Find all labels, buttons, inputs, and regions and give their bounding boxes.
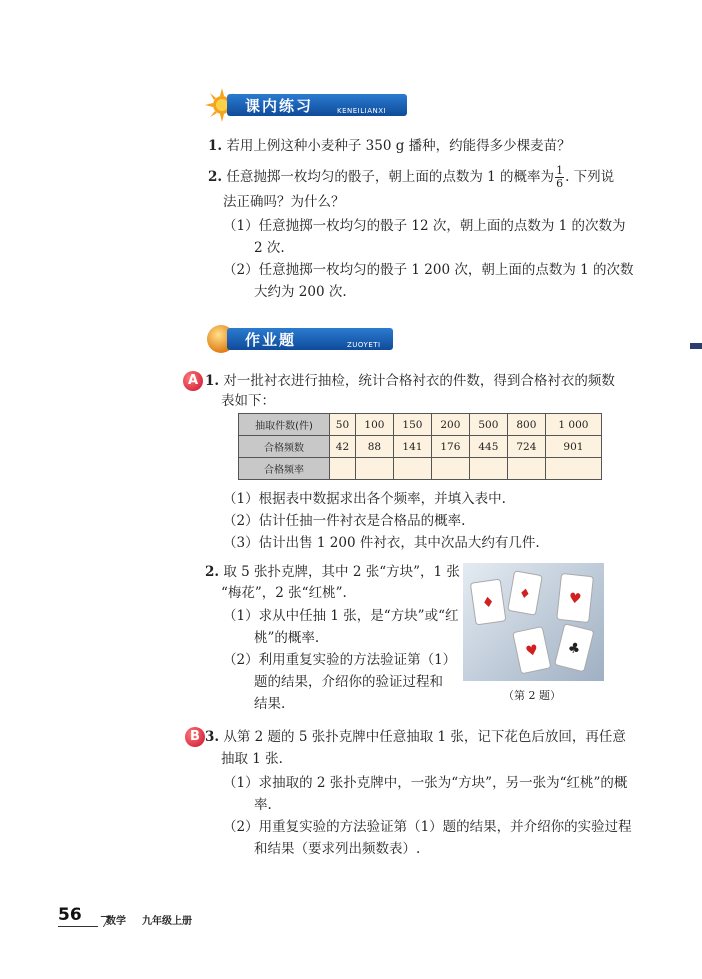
footer-rule [58,926,98,927]
q-number: 1. [205,373,220,389]
table-row [239,458,602,480]
frequency-table [238,413,602,480]
practice-q2-line2: 法正确吗？为什么？ [223,194,345,210]
table-header-cell: 合格频数 [239,436,330,458]
practice-q1 [208,136,571,156]
q-text: . 下列说 [565,169,615,185]
page-edge-marker [690,343,702,349]
practice-q2-sub1-cont: 2 次. [254,240,285,256]
practice-q2-sub2: （2）任意抛掷一枚均匀的骰子 1 200 次，朝上面的点数为 1 的次数 [223,262,634,278]
homework-q3-line2: 抽取 1 张. [221,751,283,767]
table-cell: 901 [545,436,601,458]
table-header-cell: 合格频率 [239,458,330,480]
homework-q1-sub2: （2）估计任抽一件衬衣是合格品的概率. [223,513,466,529]
homework-q2-sub2: （2）利用重复实验的方法验证第（1） [223,652,457,668]
table-cell: 141 [393,436,431,458]
svg-text:♥: ♥ [567,590,583,608]
table-cell: 800 [507,414,545,436]
level-a-badge: A [183,371,203,391]
svg-text:♣: ♣ [565,639,583,659]
homework-q2-line2: “梅花”，2 张“红桃”. [221,585,347,601]
homework-q1 [205,371,615,391]
q-text: 任意抛掷一枚均匀的骰子，朝上面的点数为 1 的概率为 [226,169,555,185]
homework-q2-sub2-cont: 题的结果，介绍你的验证过程和 [254,674,443,690]
section-subtitle-practice: KENEILIANXI [337,107,387,115]
fraction [555,165,564,190]
playing-cards-photo [463,563,604,681]
table-cell-empty [469,458,507,480]
section-banner-homework [205,326,395,352]
table-cell: 176 [431,436,469,458]
q-number: 2. [208,169,223,185]
table-cell-empty [431,458,469,480]
homework-q2 [205,562,460,582]
table-cell-empty [507,458,545,480]
fraction-numerator: 1 [556,164,564,177]
page-number: 56 [58,905,82,925]
homework-q3-sub2: （2）用重复实验的方法验证第（1）题的结果，并介绍你的实验过程 [223,819,632,835]
table-cell: 150 [393,414,431,436]
table-cell: 500 [469,414,507,436]
table-cell-empty [393,458,431,480]
q-text: 若用上例这种小麦种子 350 g 播种，约能得多少棵麦苗？ [226,138,571,154]
table-cell-empty [545,458,601,480]
homework-q1-line2: 表如下： [221,393,275,409]
table-cell: 200 [431,414,469,436]
level-b-badge: B [185,727,205,747]
table-cell: 42 [330,436,356,458]
homework-q3-sub1-cont: 率. [254,797,272,813]
table-cell: 445 [469,436,507,458]
homework-q1-sub3: （3）估计出售 1 200 件衬衣，其中次品大约有几件. [223,535,540,551]
section-subtitle-homework: ZUOYETI [347,341,381,349]
table-row [239,414,602,436]
playing-cards-image [463,563,604,681]
practice-q2-sub2-cont: 大约为 200 次. [254,284,347,300]
q-text: 对一批衬衣进行抽检，统计合格衬衣的件数，得到合格衬衣的频数 [223,373,615,389]
homework-q3-sub2-cont: 和结果（要求列出频数表）. [254,841,421,857]
homework-q3-sub1: （1）求抽取的 2 张扑克牌中，一张为“方块”，另一张为“红桃”的概 [223,775,628,791]
q-text: 取 5 张扑克牌，其中 2 张“方块”，1 张 [223,564,460,580]
q-number: 1. [208,138,223,154]
q-number: 3. [205,729,220,745]
q-number: 2. [205,564,220,580]
figure-caption: （第 2 题） [503,689,561,702]
footer-grade: 九年级上册 [142,916,192,927]
homework-q2-sub1: （1）求从中任抽 1 张，是“方块”或“红 [223,608,459,624]
homework-q3 [205,727,626,747]
table-cell: 100 [355,414,393,436]
table-cell-empty [330,458,356,480]
fraction-denominator: 6 [556,177,564,190]
table-cell: 1 000 [545,414,601,436]
table-cell: 88 [355,436,393,458]
q-text: 从第 2 题的 5 张扑克牌中任意抽取 1 张，记下花色后放回，再任意 [223,729,626,745]
table-cell: 724 [507,436,545,458]
practice-q2-sub1: （1）任意抛掷一枚均匀的骰子 12 次，朝上面的点数为 1 的次数为 [223,218,626,234]
homework-q2-sub1-cont: 桃”的概率. [254,630,320,646]
table-header-cell: 抽取件数(件) [239,414,330,436]
section-title-homework: 作业题 [245,331,297,349]
svg-text:♥: ♥ [524,642,540,661]
homework-q2-sub2-cont2: 结果. [254,696,286,712]
section-banner-practice [205,92,410,118]
table-row [239,436,602,458]
footer-subject: 数学 [106,916,126,927]
homework-q1-sub1: （1）根据表中数据求出各个频率，并填入表中. [223,491,506,507]
practice-q2 [208,162,614,192]
svg-text:♦: ♦ [517,586,532,603]
section-title-practice: 课内练习 [245,97,314,115]
table-cell-empty [355,458,393,480]
table-cell: 50 [330,414,356,436]
svg-text:♦: ♦ [480,594,496,612]
